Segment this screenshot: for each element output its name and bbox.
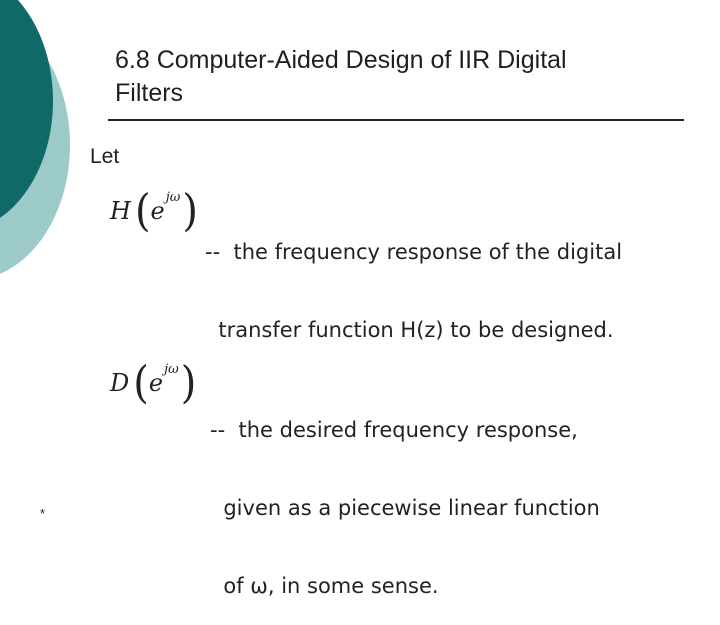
formula-h-of-e-jw <box>110 185 198 237</box>
formula-exponent: jω <box>164 362 179 377</box>
formula-paren-close: ) <box>180 357 197 409</box>
description-d <box>210 365 600 625</box>
formula-paren-open: ( <box>133 357 149 409</box>
description-line: -- the frequency response of the digital <box>205 240 623 264</box>
formula-symbol: H <box>110 197 131 225</box>
description-line: given as a piecewise linear function <box>210 496 600 520</box>
formula-paren-close: ) <box>182 185 198 237</box>
formula-d-of-e-jw <box>110 357 197 409</box>
formula-symbol: D <box>110 369 130 397</box>
description-line: of ω, in some sense. <box>210 574 439 598</box>
description-line: -- the desired frequency response, <box>210 418 578 442</box>
formula-base: e <box>148 369 164 397</box>
description-h <box>205 187 622 369</box>
formula-base: e <box>150 197 165 225</box>
intro-text: Let <box>90 145 120 168</box>
slide-title-line-1: 6.8 Computer-Aided Design of IIR Digital <box>115 46 567 74</box>
formula-paren-open: ( <box>134 185 151 237</box>
title-divider <box>108 119 684 121</box>
slide-title <box>115 44 675 110</box>
slide-title-line-2: Filters <box>115 79 184 107</box>
description-line: transfer function H(z) to be designed. <box>205 318 614 342</box>
formula-exponent: jω <box>165 190 181 205</box>
footnote-marker: * <box>40 506 46 521</box>
